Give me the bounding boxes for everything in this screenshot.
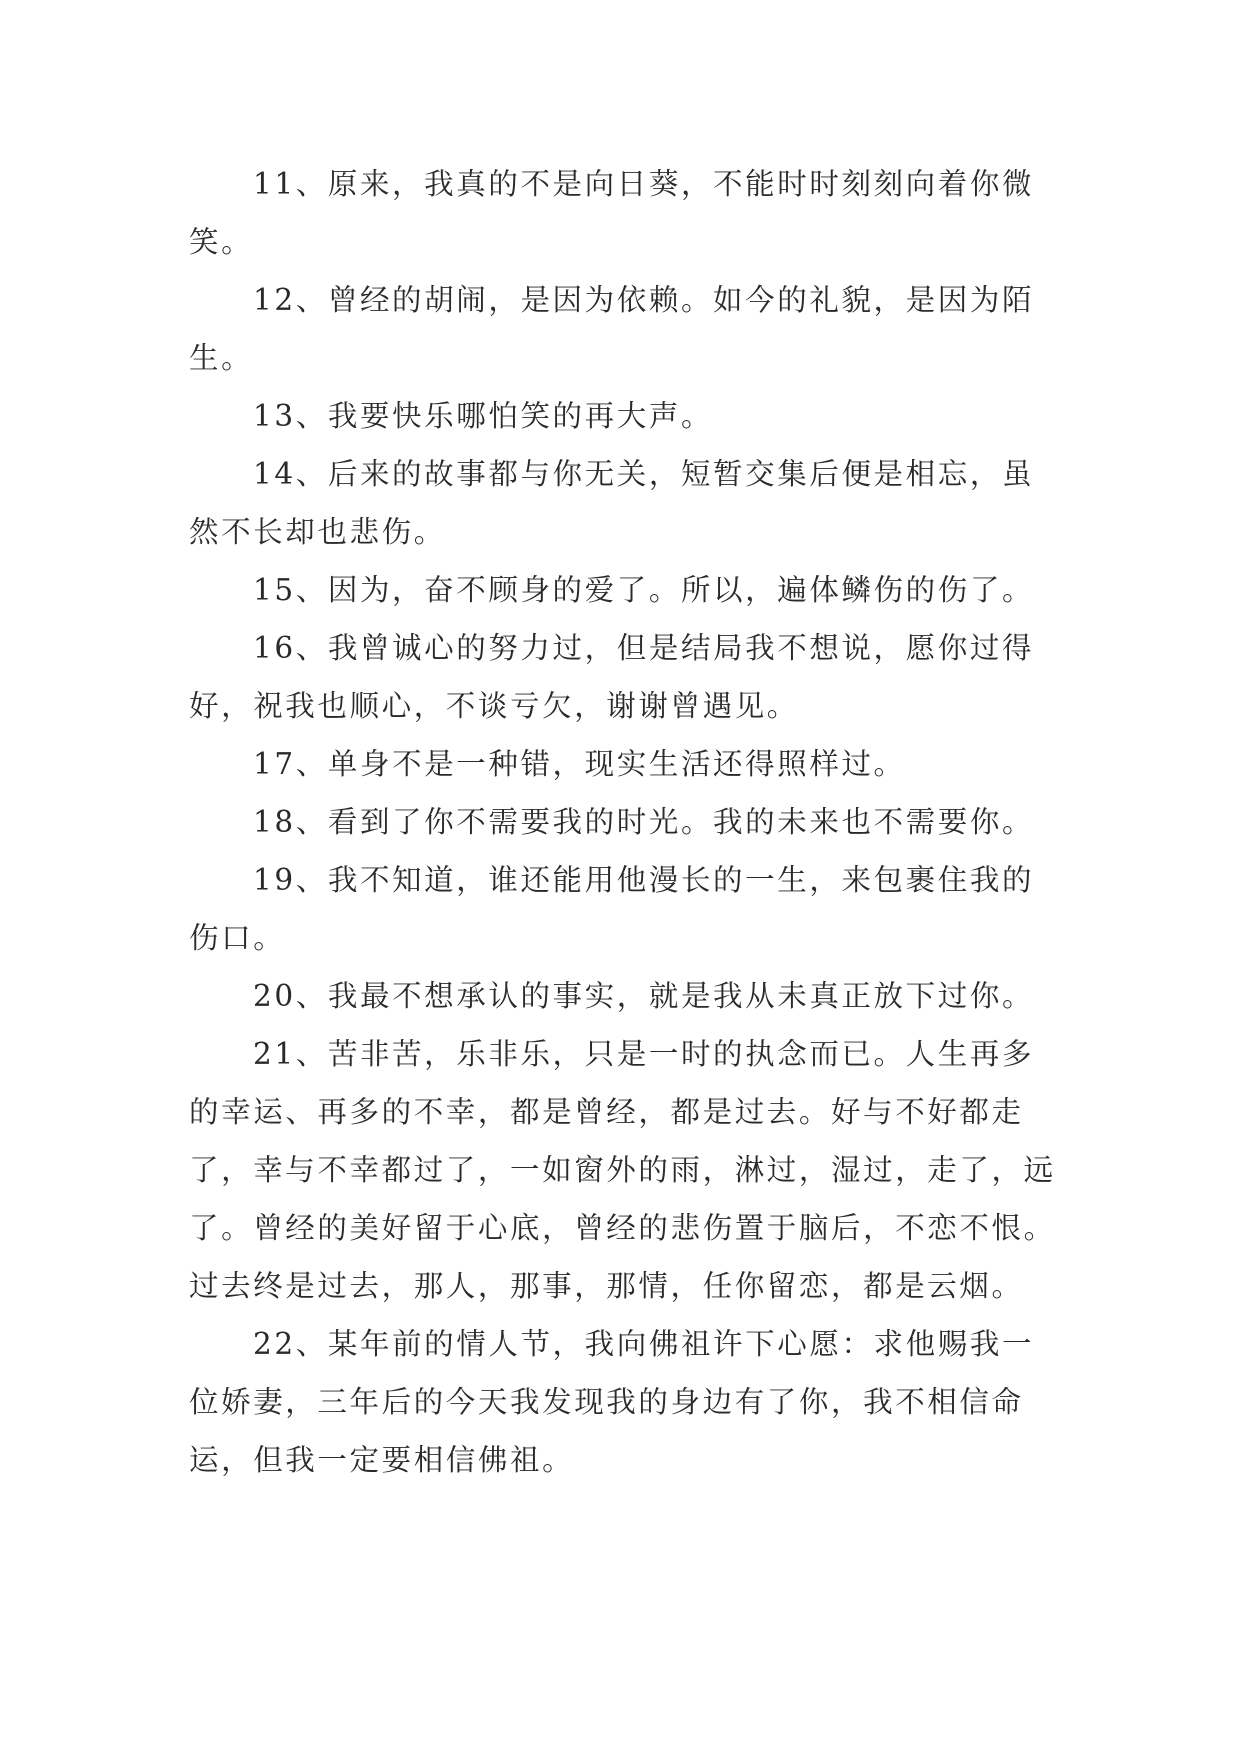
paragraph-15: 15、因为，奋不顾身的爱了。所以，遍体鳞伤的伤了。	[253, 573, 1035, 607]
paragraph-16: 16、我曾诚心的努力过，但是结局我不想说，愿你过得好，祝我也顺心，不谈亏欠，谢谢曾遇见。	[189, 631, 1035, 723]
paragraph-20: 20、我最不想承认的事实，就是我从未真正放下过你。	[253, 979, 1035, 1013]
paragraph-19: 19、我不知道，谁还能用他漫长的一生，来包裹住我的伤口。	[189, 863, 1035, 955]
document-body	[189, 155, 1056, 1489]
paragraph-17: 17、单身不是一种错，现实生活还得照样过。	[253, 747, 906, 781]
paragraph-18: 18、看到了你不需要我的时光。我的未来也不需要你。	[253, 805, 1035, 839]
paragraph-13: 13、我要快乐哪怕笑的再大声。	[253, 399, 714, 433]
paragraph-22: 22、某年前的情人节，我向佛祖许下心愿：求他赐我一位娇妻，三年后的今天我发现我的身边有了你，我不相信命运，但我一定要相信佛祖。	[189, 1327, 1035, 1477]
paragraph-11: 11、原来，我真的不是向日葵，不能时时刻刻向着你微笑。	[189, 167, 1035, 259]
paragraph-14: 14、后来的故事都与你无关，短暂交集后便是相忘，虽然不长却也悲伤。	[189, 457, 1035, 549]
paragraph-12: 12、曾经的胡闹，是因为依赖。如今的礼貌，是因为陌生。	[189, 283, 1035, 375]
paragraph-21: 21、苦非苦，乐非乐，只是一时的执念而已。人生再多的幸运、再多的不幸，都是曾经，都是过去。好与不好都走了，幸与不幸都过了，一如窗外的雨，淋过，湿过，走了，远了。曾经的美好留于心底，曾经的悲伤置于脑后，不恋不恨。过去终是过去，那人，那事，那情，任你留恋，都是云烟。	[189, 1037, 1056, 1303]
